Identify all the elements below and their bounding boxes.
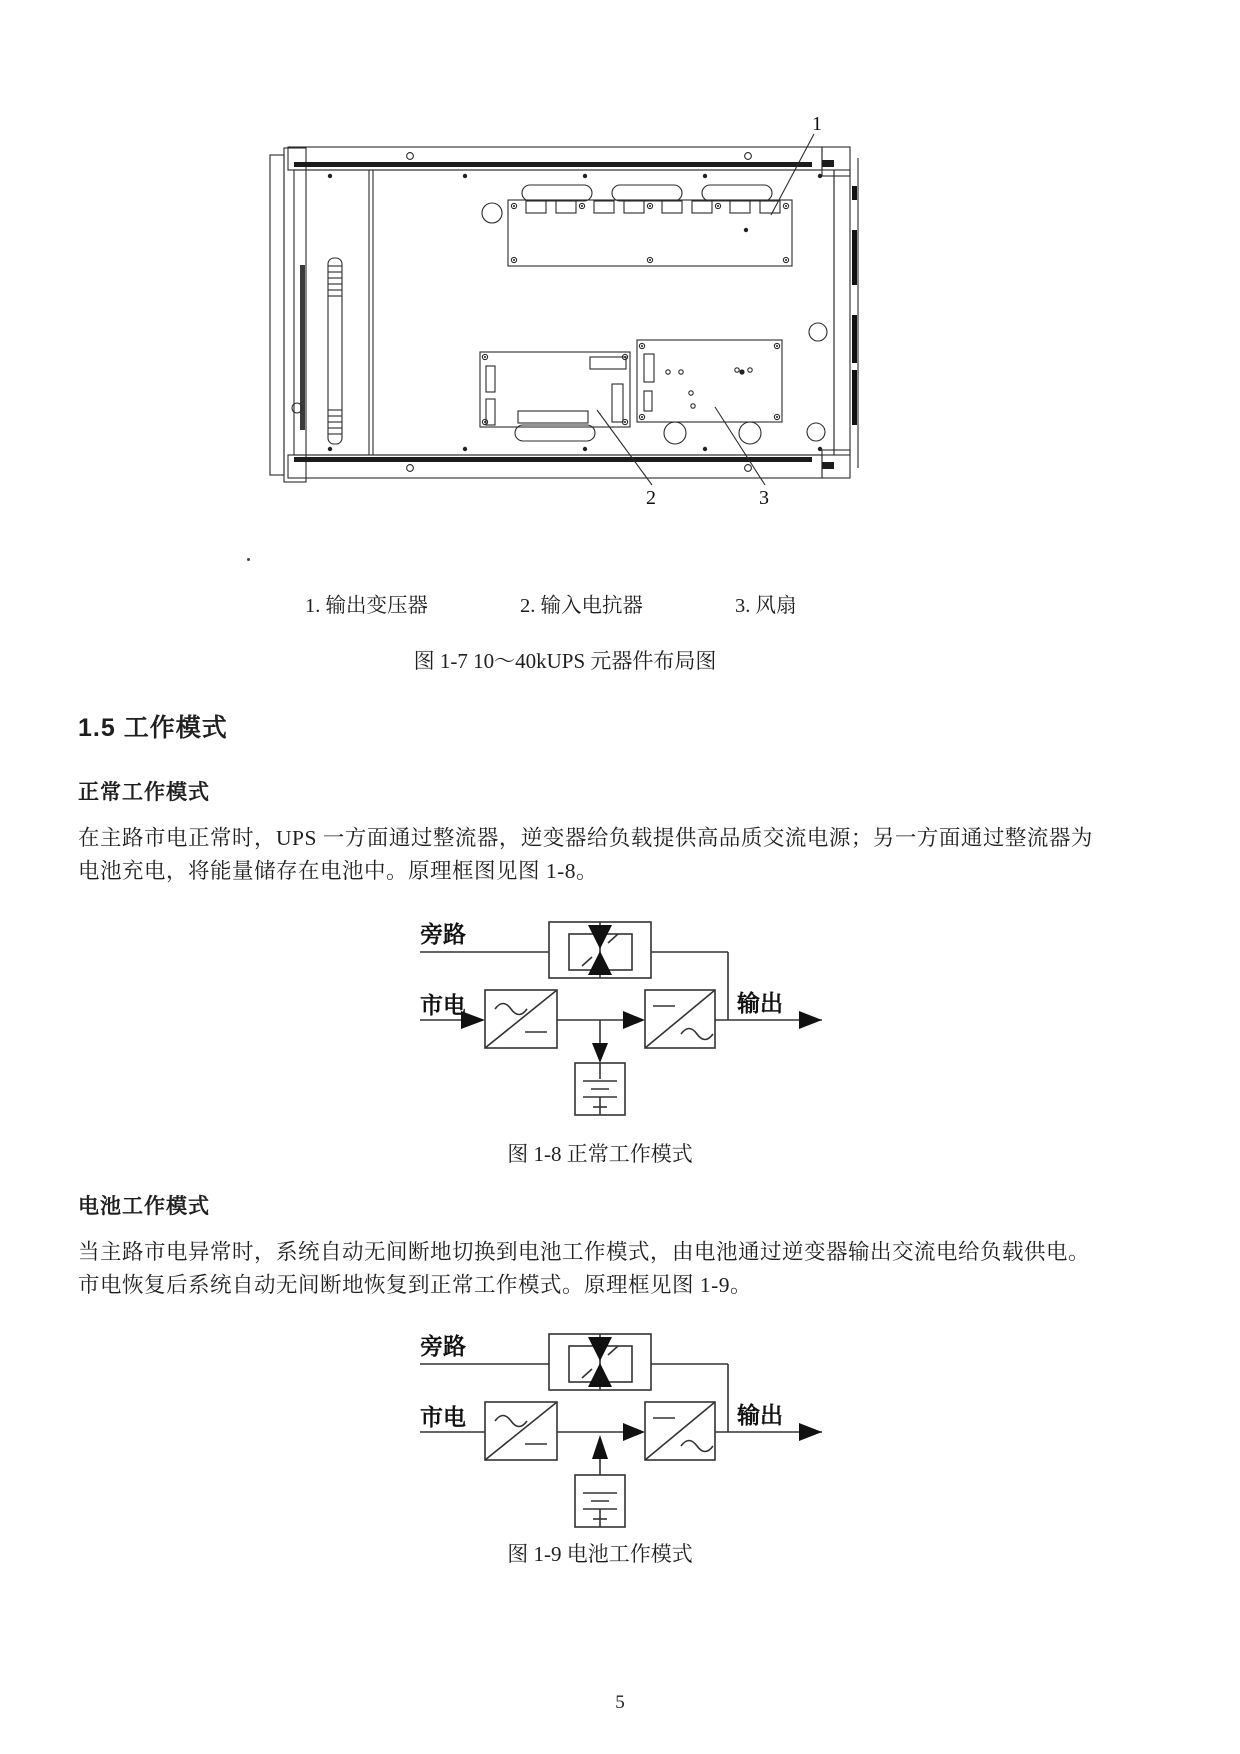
legend-item-3: 3. 风扇 — [735, 595, 797, 617]
chassis-outline — [270, 147, 858, 482]
battery-mode-paragraph-line1: 当主路市电异常时，系统自动无间断地切换到电池工作模式，由电池通过逆变器输出交流电给负载供电。 — [78, 1240, 1091, 1264]
battery-symbol — [575, 1063, 625, 1115]
legend-item-1: 1. 输出变压器 — [305, 595, 428, 617]
inverter-box — [645, 1402, 715, 1460]
flow-arrow-output — [799, 1011, 822, 1029]
static-switch-symbol — [549, 1334, 651, 1390]
callout-1: 1 — [812, 113, 822, 135]
flow-arrow-inverter — [623, 1011, 645, 1029]
battery-mode-subheading: 电池工作模式 — [78, 1195, 210, 1218]
flow-arrow-battery-charge — [592, 1043, 608, 1063]
figure-1-8-caption: 图 1-8 正常工作模式 — [507, 1142, 693, 1166]
mains-label: 市电 — [420, 1404, 466, 1430]
output-label: 输出 — [737, 1402, 783, 1428]
inverter-box — [645, 990, 715, 1048]
bypass-label: 旁路 — [420, 1333, 466, 1359]
callout-3: 3 — [759, 487, 769, 509]
figure-1-7-caption: 图 1-7 10～40kUPS 元器件布局图 — [413, 649, 717, 673]
bypass-label: 旁路 — [420, 921, 466, 947]
rectifier-box — [485, 990, 557, 1048]
chassis-floor-holes — [515, 228, 827, 444]
battery-symbol — [575, 1475, 625, 1527]
chassis-bottom-rail — [288, 450, 850, 478]
figure-1-9-caption: 图 1-9 电池工作模式 — [507, 1542, 693, 1566]
flow-arrow-battery-discharge — [592, 1435, 608, 1459]
output-label: 输出 — [737, 990, 783, 1016]
output-transformer — [482, 200, 792, 266]
callout-2: 2 — [646, 487, 656, 509]
section-heading-1-5: 1.5 工作模式 — [78, 714, 228, 742]
normal-mode-paragraph-line1: 在主路市电正常时，UPS 一方面通过整流器，逆变器给负载提供高品质交流电源；另一方面通过整流器为 — [78, 826, 1093, 850]
static-switch-symbol — [549, 922, 651, 978]
flow-arrow-inverter — [623, 1423, 645, 1441]
fan-board — [637, 340, 782, 422]
battery-mode-paragraph-line2: 市电恢复后系统自动无间断地恢复到正常工作模式。原理框见图 1-9。 — [78, 1273, 753, 1297]
normal-mode-subheading: 正常工作模式 — [78, 781, 210, 804]
legend-item-2: 2. 输入电抗器 — [520, 595, 643, 617]
mains-label: 市电 — [420, 992, 466, 1018]
normal-mode-diagram — [395, 905, 855, 1140]
input-reactor — [480, 352, 630, 427]
ups-layout-drawing — [260, 100, 870, 510]
battery-mode-diagram — [395, 1317, 855, 1552]
flow-arrow-output — [799, 1423, 822, 1441]
page-number: 5 — [615, 1692, 625, 1713]
stray-mark — [247, 558, 250, 561]
normal-mode-paragraph-line2: 电池充电，将能量储存在电池中。原理框图见图 1-8。 — [78, 859, 599, 883]
rectifier-box — [485, 1402, 557, 1460]
